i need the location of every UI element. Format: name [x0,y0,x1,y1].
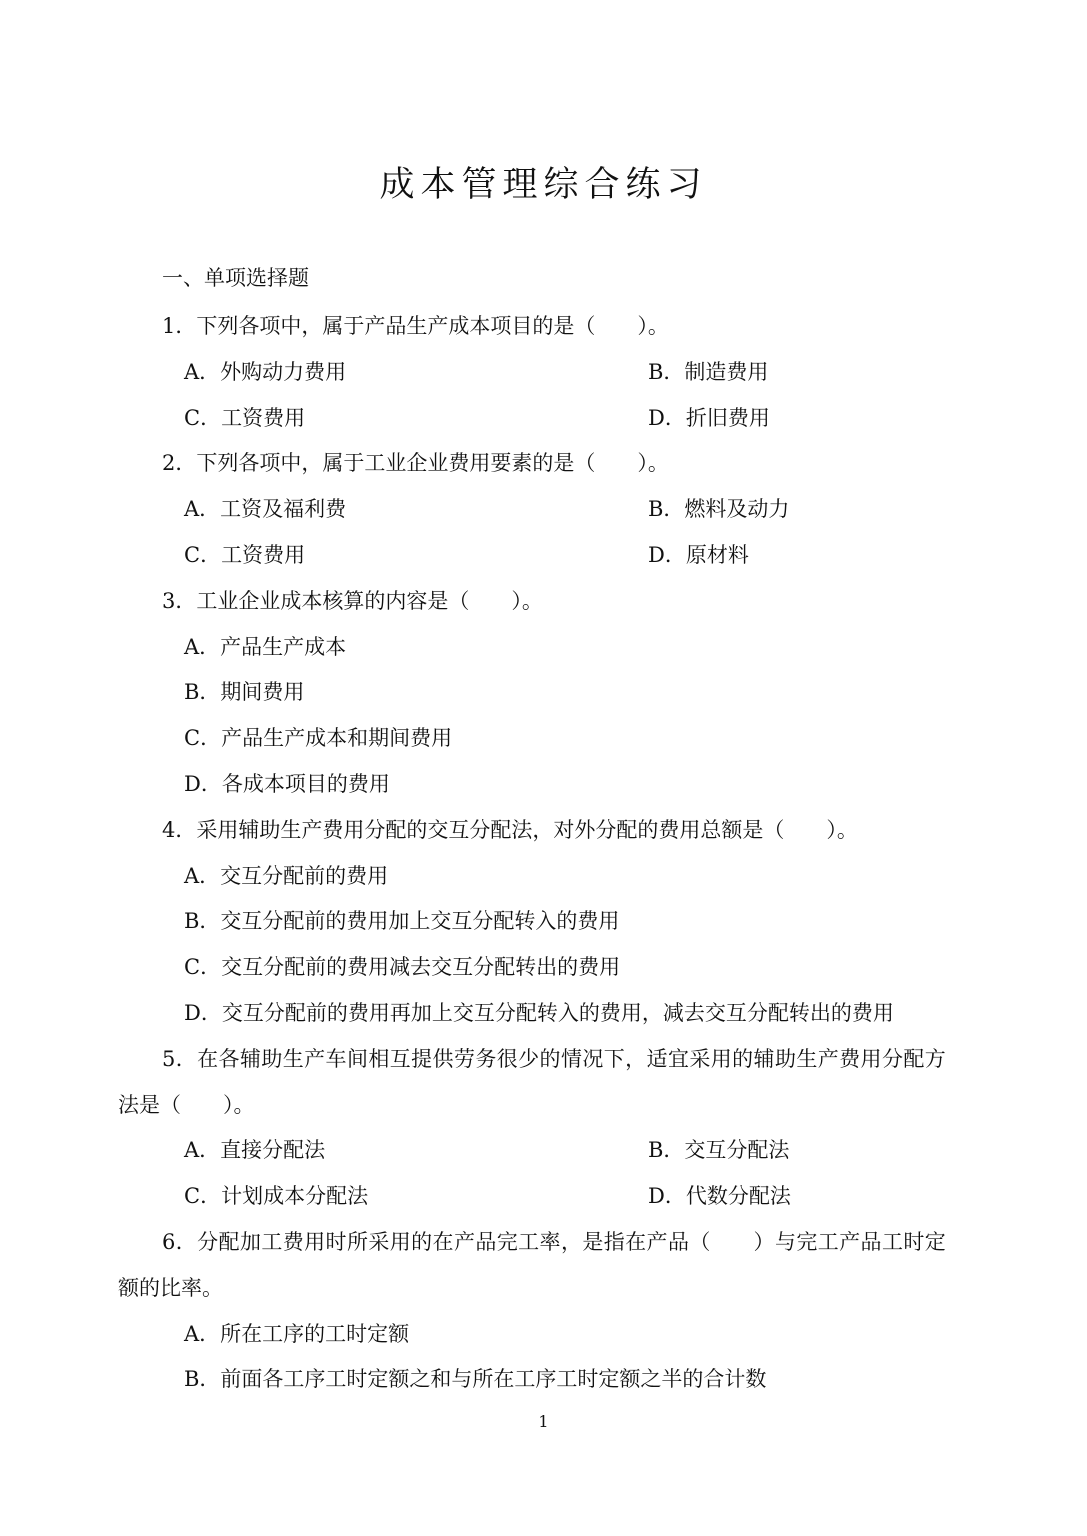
question-1-option-b: B．制造费用 [648,359,769,384]
section-heading: 一、单项选择题 [162,266,309,290]
question-1-option-d: D．折旧费用 [648,405,770,430]
question-6-stem-continued: 额的比率。 [118,1275,223,1300]
question-5-option-b: B．交互分配法 [648,1138,790,1163]
question-list [0,304,1087,1403]
question-6-option-a: A．所在工序的工时定额 [184,1321,410,1346]
question-6-stem: 6．分配加工费用时所采用的在产品完工率，是指在产品（ ）与完工产品工时定 [162,1229,947,1254]
question-5-stem-continued: 法是（ ）。 [118,1092,255,1117]
question-2-options-row-1 [0,487,1087,533]
question-2-option-d: D．原材料 [648,542,749,567]
question-1-option-c: C．工资费用 [184,405,306,430]
question-4-option-b: B．交互分配前的费用加上交互分配转入的费用 [184,909,620,934]
question-4-option-c: C．交互分配前的费用减去交互分配转出的费用 [184,955,621,980]
question-1-stem: 1．下列各项中，属于产品生产成本项目的是（ ）。 [162,314,669,338]
question-4-option-row-c [0,945,1087,991]
question-5-option-c: C．计划成本分配法 [184,1184,369,1209]
question-6-option-row-b [0,1357,1087,1403]
question-3-option-row-a [0,625,1087,671]
question-3-option-b: B．期间费用 [184,680,305,705]
question-3-option-row-b [0,670,1087,716]
question-2-option-c: C．工资费用 [184,542,306,567]
question-3-option-c: C．产品生产成本和期间费用 [184,726,453,751]
question-3-option-d: D．各成本项目的费用 [184,771,390,796]
question-2-options-row-2 [0,533,1087,579]
question-2-option-a: A．工资及福利费 [184,497,347,522]
question-6-option-b: B．前面各工序工时定额之和与所在工序工时定额之半的合计数 [184,1367,767,1392]
question-3-option-a: A．产品生产成本 [184,634,347,659]
question-4-stem: 4．采用辅助生产费用分配的交互分配法，对外分配的费用总额是（ ）。 [162,817,858,842]
question-3-stem: 3．工业企业成本核算的内容是（ ）。 [162,588,543,613]
question-1-options-row-1 [0,350,1087,396]
question-6-option-row-a [0,1312,1087,1358]
document-title: 成本管理综合练习 [379,165,708,205]
question-5-option-d: D．代数分配法 [648,1184,791,1209]
question-4-option-d: D．交互分配前的费用再加上交互分配转入的费用，减去交互分配转出的费用 [184,1000,894,1025]
question-4-option-row-b [0,899,1087,945]
question-5-options-row-1 [0,1128,1087,1174]
question-5-stem: 5．在各辅助生产车间相互提供劳务很少的情况下，适宜采用的辅助生产费用分配方 [162,1046,947,1071]
question-3-option-row-c [0,716,1087,762]
question-2-option-b: B．燃料及动力 [648,497,790,522]
question-2-stem: 2．下列各项中，属于工业企业费用要素的是（ ）。 [162,451,669,476]
page-number: 1 [538,1412,549,1431]
question-1-options-row-2 [0,396,1087,442]
question-4-option-row-d [0,991,1087,1037]
question-5-options-row-2 [0,1174,1087,1220]
question-5-option-a: A．直接分配法 [184,1138,326,1163]
question-4-option-row-a [0,854,1087,900]
question-3-option-row-d [0,762,1087,808]
question-4-option-a: A．交互分配前的费用 [184,863,389,888]
question-1-option-a: A．外购动力费用 [184,359,347,384]
